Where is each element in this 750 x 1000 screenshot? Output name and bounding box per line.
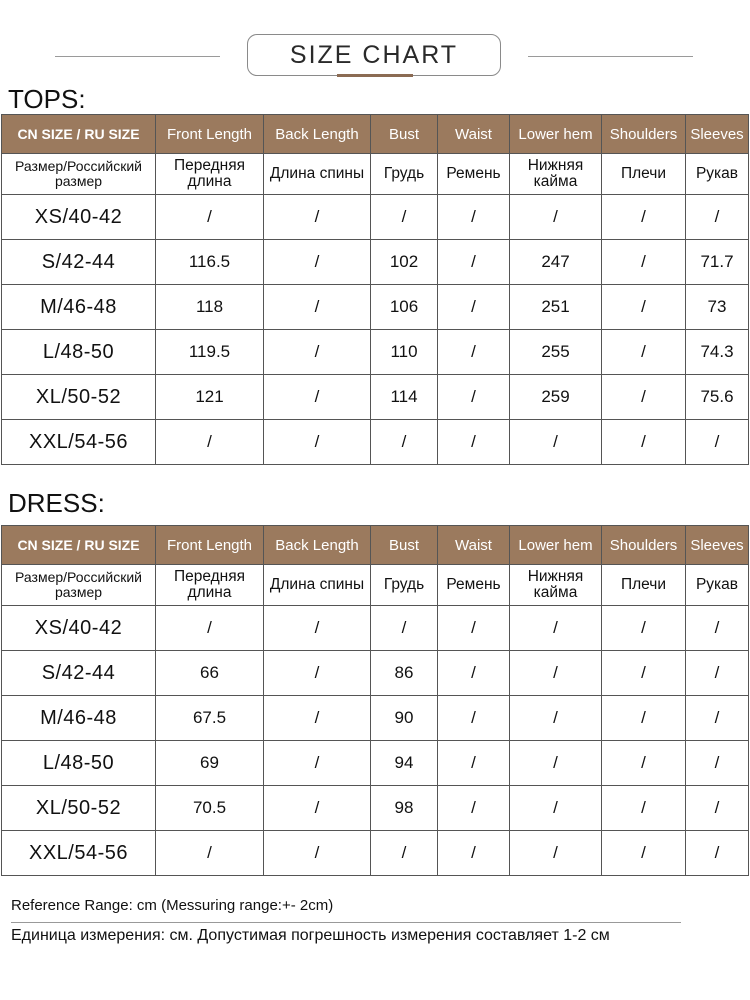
table-cell: / — [371, 420, 438, 465]
dress-size-table — [1, 525, 749, 876]
column-header: Bust — [371, 115, 438, 154]
table-cell: / — [264, 195, 371, 240]
column-header: Bust — [371, 526, 438, 565]
table-row — [2, 195, 749, 240]
table-cell: / — [264, 285, 371, 330]
table-row — [2, 606, 749, 651]
table-cell: / — [264, 651, 371, 696]
size-cell: S/42-44 — [2, 651, 156, 696]
table-cell: / — [510, 831, 602, 876]
size-cell: XXL/54-56 — [2, 831, 156, 876]
table-cell: 74.3 — [686, 330, 749, 375]
table-cell: / — [686, 420, 749, 465]
table-cell: 116.5 — [156, 240, 264, 285]
table-cell: / — [264, 240, 371, 285]
table-cell: 121 — [156, 375, 264, 420]
table-row — [2, 831, 749, 876]
table-cell: / — [510, 195, 602, 240]
table-row — [2, 285, 749, 330]
table-cell: / — [264, 375, 371, 420]
table-cell: / — [264, 786, 371, 831]
table-row — [2, 651, 749, 696]
table-cell: / — [438, 285, 510, 330]
table-cell: / — [510, 786, 602, 831]
size-cell: XL/50-52 — [2, 786, 156, 831]
table-row — [2, 330, 749, 375]
table-cell: 90 — [371, 696, 438, 741]
table-cell: 71.7 — [686, 240, 749, 285]
size-cell: M/46-48 — [2, 696, 156, 741]
column-header: Shoulders — [602, 526, 686, 565]
table-cell: / — [686, 195, 749, 240]
table-cell: / — [686, 696, 749, 741]
dress-header-row-en — [2, 526, 749, 565]
column-header: Lower hem — [510, 115, 602, 154]
page-title: SIZE CHART — [289, 40, 459, 69]
table-cell: / — [264, 741, 371, 786]
table-cell: 106 — [371, 285, 438, 330]
table-cell: 98 — [371, 786, 438, 831]
column-header: Lower hem — [510, 526, 602, 565]
table-row — [2, 420, 749, 465]
table-cell: / — [371, 831, 438, 876]
table-cell: / — [371, 195, 438, 240]
table-cell: / — [264, 696, 371, 741]
table-cell: 67.5 — [156, 696, 264, 741]
table-cell: / — [510, 696, 602, 741]
table-cell: / — [371, 606, 438, 651]
tops-header-row-ru — [2, 154, 749, 195]
column-header-ru: Ремень — [438, 154, 510, 195]
column-header-ru: Длина спины — [264, 565, 371, 606]
table-cell: 102 — [371, 240, 438, 285]
size-cell: M/46-48 — [2, 285, 156, 330]
table-cell: 94 — [371, 741, 438, 786]
table-cell: / — [510, 606, 602, 651]
table-cell: / — [510, 651, 602, 696]
table-cell: / — [438, 696, 510, 741]
size-cell: S/42-44 — [2, 240, 156, 285]
table-cell: / — [438, 420, 510, 465]
table-cell: / — [602, 786, 686, 831]
column-header: Waist — [438, 526, 510, 565]
table-cell: / — [264, 831, 371, 876]
column-header: Shoulders — [602, 115, 686, 154]
column-header-ru: Передняя длина — [156, 154, 264, 195]
table-cell: / — [602, 606, 686, 651]
table-cell: 118 — [156, 285, 264, 330]
column-header-ru: Длина спины — [264, 154, 371, 195]
table-cell: / — [602, 240, 686, 285]
table-cell: / — [510, 741, 602, 786]
table-cell: / — [686, 606, 749, 651]
table-cell: / — [264, 606, 371, 651]
table-cell: / — [602, 651, 686, 696]
table-cell: / — [602, 375, 686, 420]
table-cell: / — [438, 606, 510, 651]
column-header: Waist — [438, 115, 510, 154]
column-header: Sleeves — [686, 115, 749, 154]
table-cell: 114 — [371, 375, 438, 420]
size-chart-header — [0, 34, 750, 80]
table-cell: 255 — [510, 330, 602, 375]
header-divider-left — [55, 56, 220, 57]
table-cell: / — [686, 831, 749, 876]
table-cell: / — [602, 741, 686, 786]
table-cell: / — [602, 831, 686, 876]
header-title-box — [247, 34, 501, 76]
table-cell: / — [686, 786, 749, 831]
size-cell: XL/50-52 — [2, 375, 156, 420]
table-row — [2, 786, 749, 831]
tops-size-table — [1, 114, 749, 465]
footer-divider — [11, 922, 681, 923]
table-cell: / — [438, 195, 510, 240]
reference-note-ru: Единица измерения: см. Допустимая погрешность измерения составляет 1-2 см — [11, 927, 610, 944]
table-cell: 251 — [510, 285, 602, 330]
table-cell: / — [602, 330, 686, 375]
size-cell: XXL/54-56 — [2, 420, 156, 465]
column-header-ru: Плечи — [602, 565, 686, 606]
column-header-ru: Передняя длина — [156, 565, 264, 606]
table-cell: / — [438, 240, 510, 285]
dress-header-row-ru — [2, 565, 749, 606]
table-cell: / — [156, 606, 264, 651]
column-header-ru: Размер/Российский размер — [2, 565, 156, 606]
column-header: CN SIZE / RU SIZE — [2, 526, 156, 565]
size-cell: L/48-50 — [2, 741, 156, 786]
table-cell: / — [602, 195, 686, 240]
column-header-ru: Грудь — [371, 154, 438, 195]
table-cell: / — [264, 330, 371, 375]
table-cell: 86 — [371, 651, 438, 696]
size-cell: XS/40-42 — [2, 606, 156, 651]
column-header-ru: Плечи — [602, 154, 686, 195]
size-cell: XS/40-42 — [2, 195, 156, 240]
table-row — [2, 696, 749, 741]
table-cell: / — [438, 330, 510, 375]
table-cell: / — [602, 420, 686, 465]
column-header: CN SIZE / RU SIZE — [2, 115, 156, 154]
table-cell: 69 — [156, 741, 264, 786]
column-header-ru: Нижняя кайма — [510, 565, 602, 606]
column-header-ru: Грудь — [371, 565, 438, 606]
column-header: Back Length — [264, 115, 371, 154]
table-cell: / — [438, 786, 510, 831]
table-row — [2, 375, 749, 420]
table-cell: / — [264, 420, 371, 465]
table-cell: / — [438, 375, 510, 420]
column-header: Back Length — [264, 526, 371, 565]
column-header-ru: Размер/Российский размер — [2, 154, 156, 195]
table-cell: / — [156, 420, 264, 465]
table-cell: 73 — [686, 285, 749, 330]
table-cell: 119.5 — [156, 330, 264, 375]
table-cell: / — [686, 741, 749, 786]
column-header-ru: Нижняя кайма — [510, 154, 602, 195]
table-cell: / — [156, 831, 264, 876]
column-header: Front Length — [156, 115, 264, 154]
table-cell: / — [438, 651, 510, 696]
reference-note-en: Reference Range: cm (Messuring range:+- 2cm) — [11, 897, 334, 914]
table-cell: / — [438, 831, 510, 876]
table-cell: / — [602, 696, 686, 741]
tops-header-row-en — [2, 115, 749, 154]
table-cell: / — [602, 285, 686, 330]
column-header-ru: Рукав — [686, 154, 749, 195]
header-divider-right — [528, 56, 693, 57]
table-cell: 66 — [156, 651, 264, 696]
table-cell: / — [438, 741, 510, 786]
column-header: Front Length — [156, 526, 264, 565]
table-cell: / — [510, 420, 602, 465]
table-cell: 259 — [510, 375, 602, 420]
dress-section-title: DRESS: — [8, 488, 105, 518]
table-cell: 70.5 — [156, 786, 264, 831]
column-header-ru: Рукав — [686, 565, 749, 606]
table-cell: / — [686, 651, 749, 696]
header-accent-bar — [337, 74, 413, 77]
table-row — [2, 240, 749, 285]
size-cell: L/48-50 — [2, 330, 156, 375]
column-header-ru: Ремень — [438, 565, 510, 606]
column-header: Sleeves — [686, 526, 749, 565]
tops-section-title: TOPS: — [8, 84, 86, 114]
table-cell: 75.6 — [686, 375, 749, 420]
table-row — [2, 741, 749, 786]
table-cell: / — [156, 195, 264, 240]
table-cell: 247 — [510, 240, 602, 285]
table-cell: 110 — [371, 330, 438, 375]
